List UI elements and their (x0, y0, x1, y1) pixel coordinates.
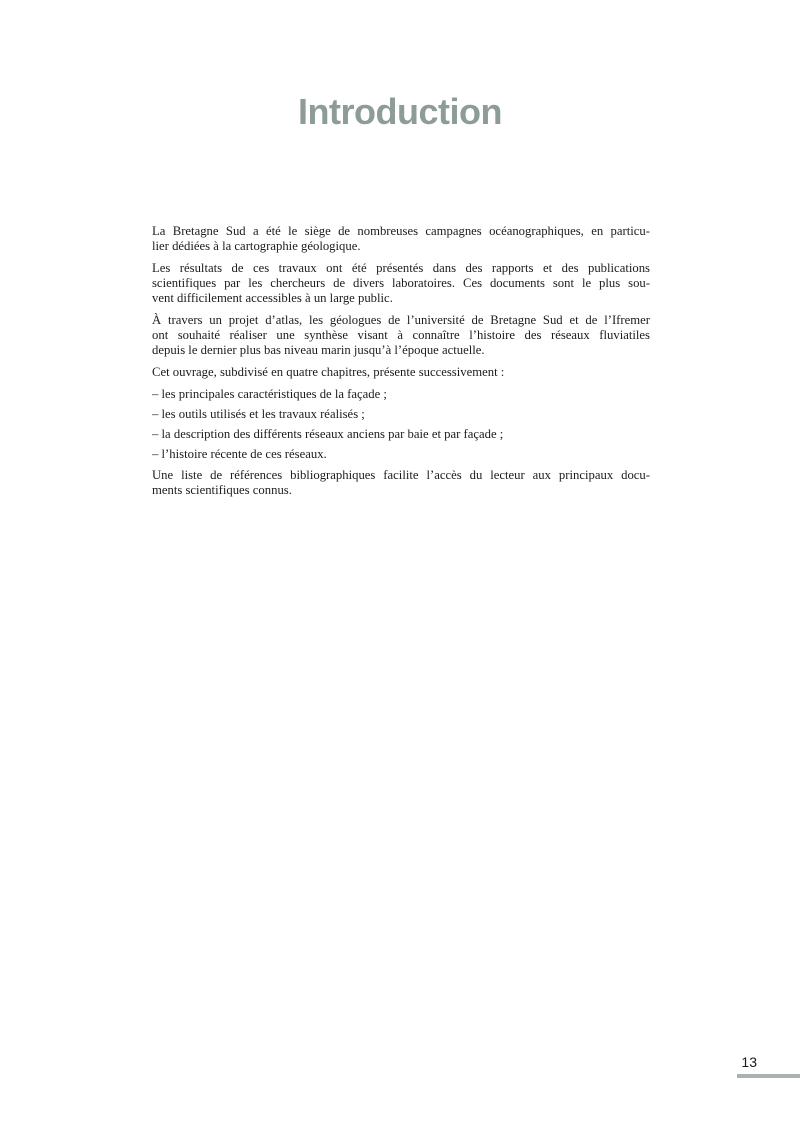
text-line: – les principales caractéristiques de la façade ; (152, 386, 387, 401)
text-line: – l’histoire récente de ces réseaux. (152, 447, 327, 462)
list-item (152, 447, 650, 462)
list-item (152, 387, 650, 402)
footer-rule (737, 1074, 800, 1078)
paragraph (152, 468, 650, 498)
text-line: Les résultats de ces travaux ont été présentés dans des rapports et des publications (152, 260, 650, 275)
text-line: La Bretagne Sud a été le siège de nombreuses campagnes océanographiques, en particu- (152, 224, 650, 238)
text-line: scientifiques par les chercheurs de divers laboratoires. Ces documents sont le plus sou- (152, 276, 650, 291)
text-line: – les outils utilisés et les travaux réalisés ; (152, 407, 365, 422)
chapter-title: Introduction (298, 91, 502, 132)
text-line: depuis le dernier plus bas niveau marin jusqu’à l’époque actuelle. (152, 343, 485, 358)
list-item (152, 427, 650, 442)
text-line: lier dédiées à la cartographie géologique. (152, 239, 361, 254)
list-item (152, 407, 650, 422)
paragraph (152, 313, 650, 359)
text-line: Cet ouvrage, subdivisé en quatre chapitres, présente successivement : (152, 365, 505, 380)
body-text (152, 224, 650, 505)
paragraph (152, 365, 650, 380)
text-line: ments scientifiques connus. (152, 482, 292, 497)
text-line: À travers un projet d’atlas, les géologues de l’université de Bretagne Sud et de l’Ifremer (152, 313, 650, 328)
text-line: vent difficilement accessibles à un large public. (152, 291, 393, 306)
text-line: ont souhaité réaliser une synthèse visant à connaître l’histoire des réseaux fluviatiles (152, 328, 650, 343)
paragraph (152, 224, 650, 254)
paragraph (152, 261, 650, 307)
page-number: 13 (741, 1054, 757, 1070)
text-line: Une liste de références bibliographiques facilite l’accès du lecteur aux principaux docu- (152, 467, 650, 482)
text-line: – la description des différents réseaux anciens par baie et par façade ; (152, 427, 504, 442)
